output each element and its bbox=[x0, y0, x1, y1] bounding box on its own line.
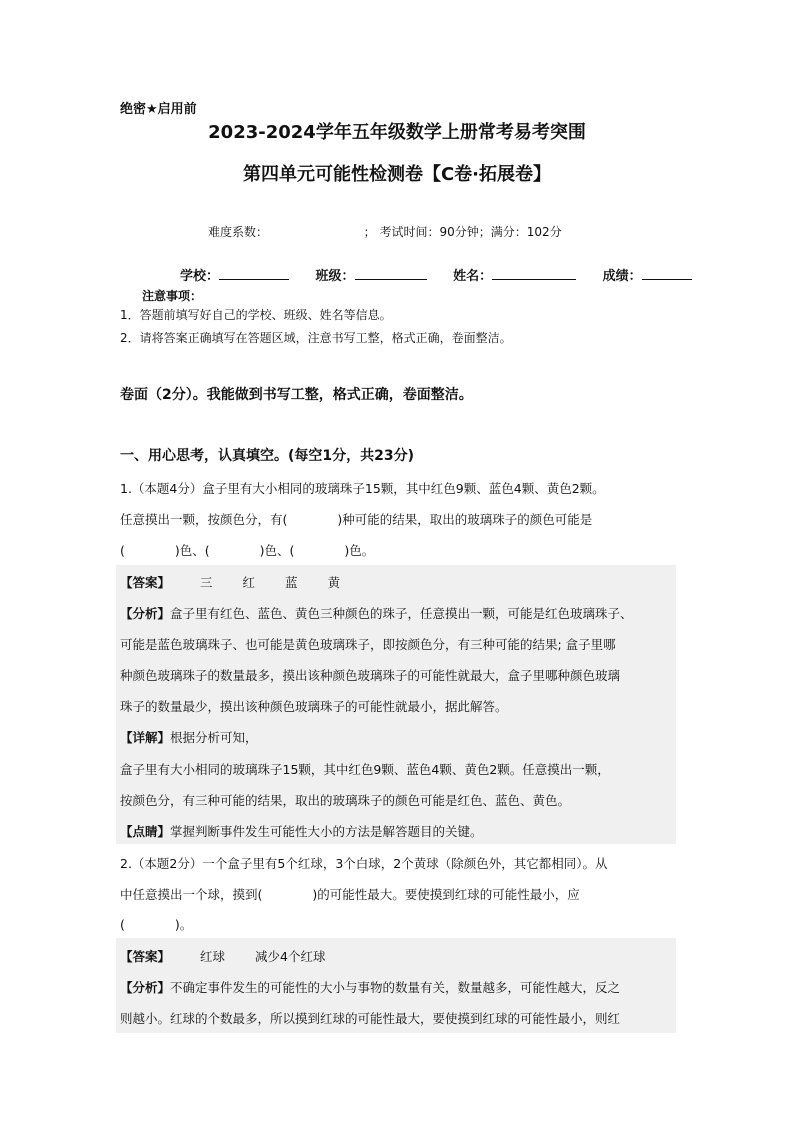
detail-text: 根据分析可知， bbox=[170, 730, 258, 745]
question-line: 中任意摸出一个球，摸到( )的可能性最大。要使摸到红球的可能性最小，应 bbox=[120, 887, 580, 902]
exam-subtitle: 第四单元可能性检测卷【C卷·拓展卷】 bbox=[242, 164, 552, 185]
analysis-line: 珠子的数量最少，摸出该种颜色玻璃珠子的可能性就最小，据此解答。 bbox=[120, 699, 508, 714]
analysis-tag: 【分析】 bbox=[120, 980, 171, 995]
notice-item: 2．请将答案正确填写在答题区域，注意书写工整，格式正确，卷面整洁。 bbox=[120, 331, 512, 345]
analysis-text: 盒子里有红色、蓝色、黄色三种颜色的珠子，任意摸出一颗，可能是红色玻璃珠子、 bbox=[170, 606, 633, 621]
answer-value: 蓝 bbox=[285, 575, 298, 590]
score-field[interactable] bbox=[642, 267, 692, 280]
name-label: 姓名： bbox=[453, 269, 493, 284]
answer-value: 减少4个红球 bbox=[255, 949, 326, 964]
section-title: 一、用心思考，认真填空。(每空1分，共23分) bbox=[120, 448, 415, 464]
notice-item: 1．答题前填写好自己的学校、班级、姓名等信息。 bbox=[120, 308, 392, 322]
school-field[interactable] bbox=[219, 267, 289, 280]
analysis-line: 可能是蓝色玻璃珠子、也可能是黄色玻璃珠子，即按颜色分，有三种可能的结果; 盒子里哪 bbox=[120, 637, 616, 652]
question-line: 1.（本题4分）盒子里有大小相同的玻璃珠子15颗，其中红色9颗、蓝色4颗、黄色2颗。 bbox=[120, 481, 605, 496]
detail-line: 按颜色分，有三种可能的结果，取出的玻璃珠子的颜色可能是红色、蓝色、黄色。 bbox=[120, 793, 571, 808]
exam-meta bbox=[208, 223, 562, 240]
exam-title: 2023-2024学年五年级数学上册常考易考突围 bbox=[208, 122, 586, 143]
answer-value: 三 bbox=[200, 575, 213, 590]
analysis-line bbox=[120, 978, 620, 996]
notice-heading: 注意事项： bbox=[142, 289, 203, 303]
difficulty-label: 难度系数： bbox=[208, 225, 269, 239]
point-tag: 【点睛】 bbox=[120, 824, 171, 839]
answer-line bbox=[120, 947, 325, 965]
time-score-label: 考试时间：90分钟；满分：102分 bbox=[379, 225, 562, 239]
question-line: ( )。 bbox=[120, 917, 193, 932]
analysis-text: 不确定事件发生的可能性的大小与事物的数量有关，数量越多，可能性越大，反之 bbox=[170, 980, 621, 995]
detail-line bbox=[120, 728, 258, 746]
analysis-line bbox=[120, 604, 633, 622]
question-line: ( )色、( )色、( )色。 bbox=[120, 543, 375, 558]
name-field[interactable] bbox=[492, 267, 576, 280]
meta-separator: ； bbox=[363, 225, 376, 239]
detail-tag: 【详解】 bbox=[120, 730, 171, 745]
student-info-row bbox=[180, 265, 692, 284]
question-line: 任意摸出一颗，按颜色分，有( )种可能的结果，取出的玻璃珠子的颜色可能是 bbox=[120, 512, 593, 527]
answer-tag: 【答案】 bbox=[120, 949, 171, 964]
detail-line: 盒子里有大小相同的玻璃珠子15颗，其中红色9颗、蓝色4颗、黄色2颗。任意摸出一颗， bbox=[120, 762, 610, 777]
class-field[interactable] bbox=[355, 267, 427, 280]
school-label: 学校： bbox=[180, 269, 220, 284]
point-line bbox=[120, 822, 483, 840]
analysis-line: 则越小。红球的个数最多，所以摸到红球的可能性最大，要使摸到红球的可能性最小，则红 bbox=[120, 1011, 621, 1026]
secret-label: 绝密★启用前 bbox=[120, 102, 197, 117]
class-label: 班级： bbox=[315, 269, 355, 284]
answer-line bbox=[120, 573, 340, 591]
neatness-statement: 卷面（2分）。我能做到书写工整，格式正确，卷面整洁。 bbox=[120, 387, 473, 403]
analysis-line: 种颜色玻璃珠子的数量最多，摸出该种颜色玻璃珠子的可能性就最大，盒子里哪种颜色玻璃 bbox=[120, 668, 621, 683]
answer-value: 红球 bbox=[200, 949, 226, 964]
question-line: 2.（本题2分）一个盒子里有5个红球，3个白球，2个黄球（除颜色外，其它都相同）。从 bbox=[120, 856, 608, 871]
answer-value: 红 bbox=[242, 575, 256, 590]
answer-value: 黄 bbox=[327, 575, 341, 590]
analysis-tag: 【分析】 bbox=[120, 606, 171, 621]
score-label: 成绩： bbox=[602, 269, 642, 284]
point-text: 掌握判断事件发生可能性大小的方法是解答题目的关键。 bbox=[170, 824, 483, 839]
answer-tag: 【答案】 bbox=[120, 575, 171, 590]
